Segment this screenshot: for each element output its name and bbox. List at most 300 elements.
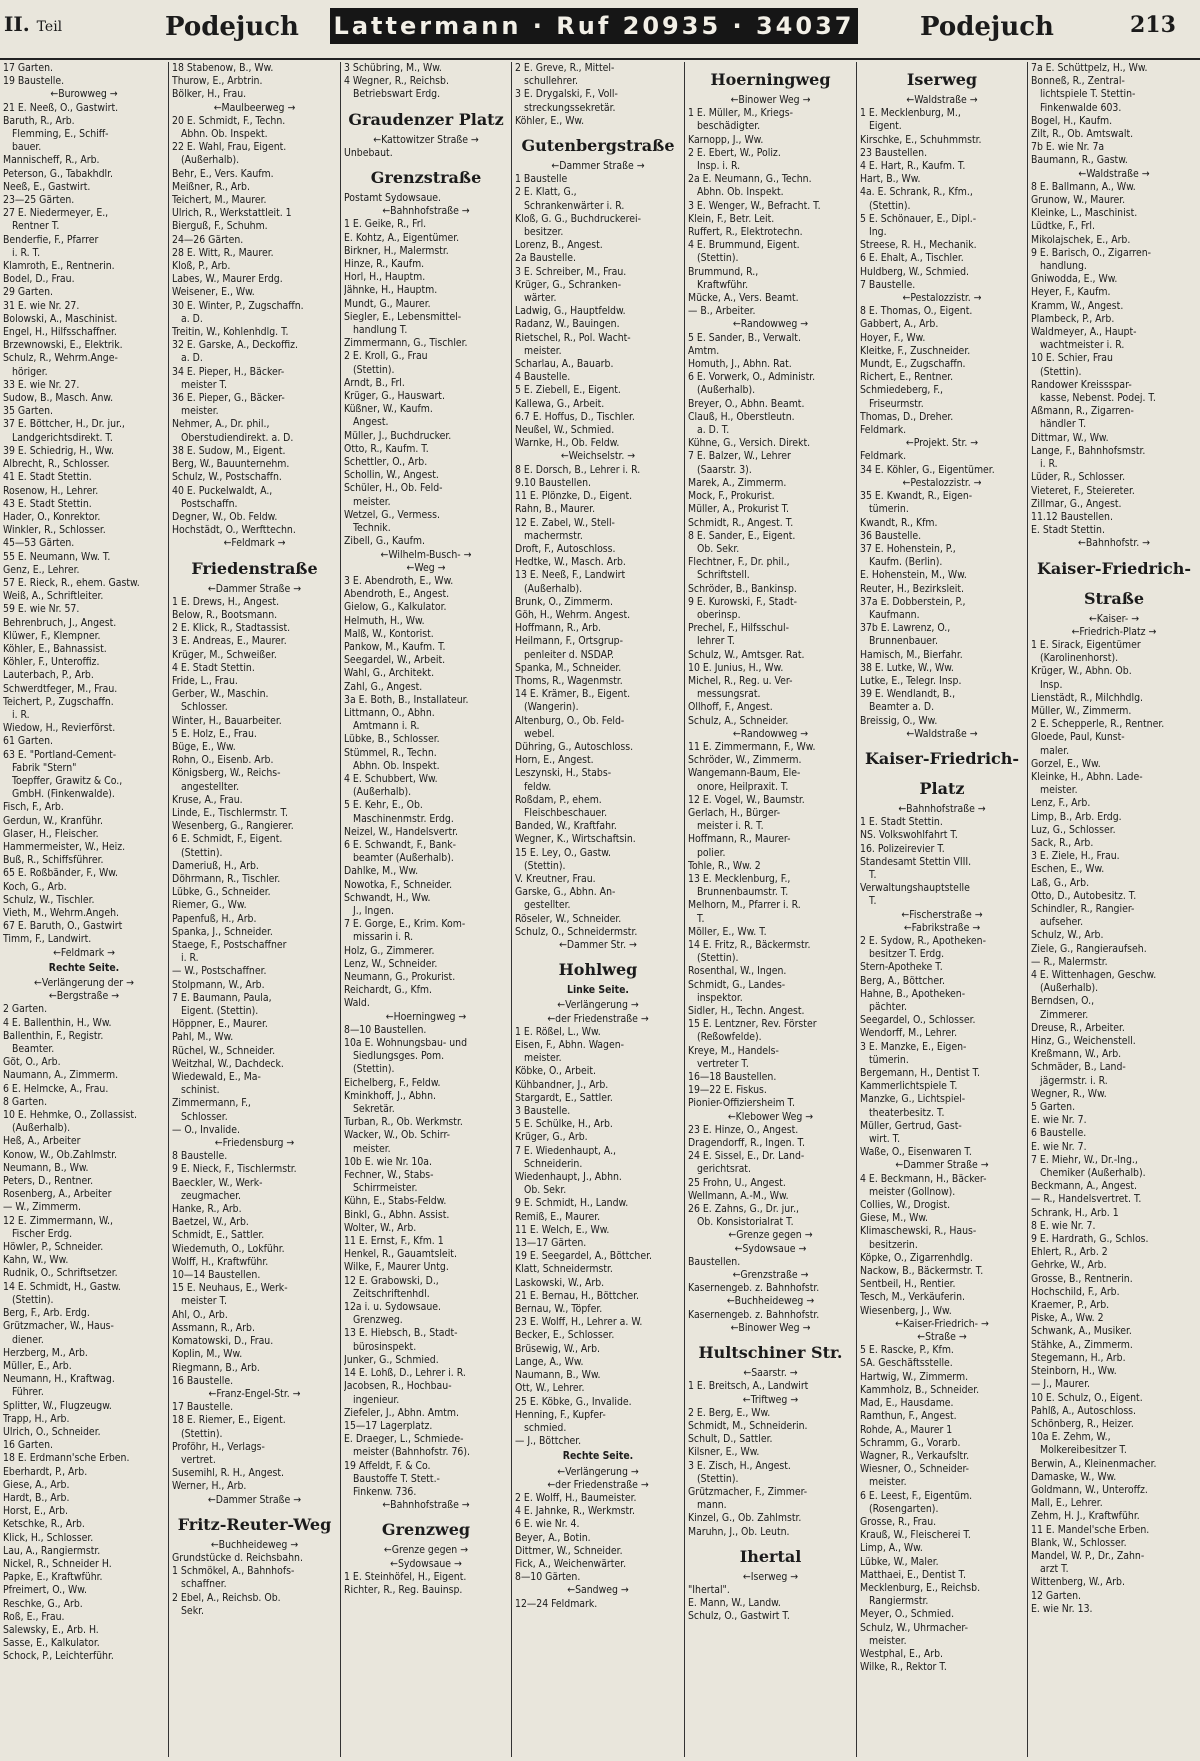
cross-street-marker: ← Friedensburg → xyxy=(172,1137,337,1150)
directory-entry: Turban, R., Ob. Werkmstr. xyxy=(344,1116,463,1129)
entry-continuation: zeugmacher. xyxy=(181,1189,242,1202)
entry-continuation: gestellter. xyxy=(524,899,571,912)
entry-continuation: feldw. xyxy=(524,780,552,793)
entry-continuation: Landgerichtsdirekt. T. xyxy=(12,431,113,444)
entry-continuation: Brunnenbaumstr. T. xyxy=(697,886,789,899)
directory-entry: 5 E. Holz, E., Frau. xyxy=(172,727,257,740)
cross-street-marker: ← Saarstr. → xyxy=(688,1367,853,1380)
directory-entry: 7 E. Miehr, W., Dr.-Ing., xyxy=(1031,1153,1138,1166)
directory-entry: Fick, A., Weichenwärter. xyxy=(515,1557,627,1570)
directory-entry: Schulz, O., Schneidermstr. xyxy=(515,925,638,938)
directory-entry: Amtm. xyxy=(688,344,720,357)
directory-entry: 63 E. "Portland-Cement- xyxy=(3,748,117,761)
directory-entry: 3 E. Manzke, E., Eigen- xyxy=(860,1040,967,1053)
directory-entry: 2a E. Neumann, G., Techn. xyxy=(688,173,812,186)
directory-entry: Kreye, M., Handels- xyxy=(688,1044,779,1057)
directory-entry: Glaser, H., Fleischer. xyxy=(3,827,99,840)
directory-entry: 8 E. Thomas, O., Eigent. xyxy=(860,305,973,318)
cross-street-marker: ← Bergstraße → xyxy=(3,990,165,1003)
directory-entry: Sack, R., Arb. xyxy=(1031,836,1094,849)
directory-entry: Mandel, W. P., Dr., Zahn- xyxy=(1031,1549,1145,1562)
directory-entry: Schramm, G., Vorarb. xyxy=(860,1436,961,1449)
entry-continuation: vertreter T. xyxy=(697,1057,749,1070)
directory-entry: Müller, J., Buchdrucker. xyxy=(344,429,452,442)
entry-continuation: meister. xyxy=(869,1634,907,1647)
directory-entry: Stargardt, E., Sattler. xyxy=(515,1091,613,1104)
directory-entry: 1 E. Rößel, L., Ww. xyxy=(515,1025,601,1038)
directory-entry: Ketschke, R., Arb. xyxy=(3,1518,85,1531)
entry-continuation: onore, Heilpraxit. T. xyxy=(697,780,789,793)
directory-entry: Hinze, R., Kaufm. xyxy=(344,258,425,271)
directory-entry: 1 Baustelle xyxy=(515,173,568,186)
directory-entry: Lübke, W., Maler. xyxy=(860,1555,939,1568)
directory-entry: Stolpmann, W., Arb. xyxy=(172,978,265,991)
entry-continuation: besitzer. xyxy=(524,226,564,239)
directory-entry: Hahne, B., Apotheken- xyxy=(860,987,966,1000)
directory-entry: Roß, E., Frau. xyxy=(3,1610,65,1623)
entry-continuation: Fischer Erdg. xyxy=(12,1227,73,1240)
directory-entry: Kühn, E., Stabs-Feldw. xyxy=(344,1195,447,1208)
directory-entry: Eisen, F., Abhn. Wagen- xyxy=(515,1039,625,1052)
directory-entry: Kraemer, P., Arb. xyxy=(1031,1299,1110,1312)
directory-entry: Dahlke, M., Ww. xyxy=(344,865,419,878)
entry-continuation: meister. xyxy=(181,405,219,418)
directory-entry: Eichelberg, F., Feldw. xyxy=(344,1076,441,1089)
directory-entry: 10 E. Schulz, O., Eigent. xyxy=(1031,1391,1143,1404)
directory-entry: 29 Garten. xyxy=(3,286,53,299)
cross-street-marker: ← Waldstraße → xyxy=(1031,168,1197,181)
directory-entry: 6 E. Helmcke, A., Frau. xyxy=(3,1082,109,1095)
directory-entry: Fisch, F., Arb. xyxy=(3,801,64,814)
cross-street-marker: ← Bahnhofstraße → xyxy=(860,803,1024,816)
entry-continuation: penleiter d. NSDAP. xyxy=(524,648,614,661)
directory-entry: Schulz, W., Uhrmacher- xyxy=(860,1621,968,1634)
entry-continuation: schinist. xyxy=(181,1084,220,1097)
directory-entry: 3 E. Wenger, W., Befracht. T. xyxy=(688,199,821,212)
directory-entry: 32 E. Garske, A., Deckoffiz. xyxy=(172,339,299,352)
entry-continuation: Brunnenbauer. xyxy=(869,635,938,648)
directory-entry: Stähke, A., Zimmerm. xyxy=(1031,1338,1133,1351)
directory-entry: Limp, A., Ww. xyxy=(860,1542,923,1555)
entry-continuation: Schlosser. xyxy=(181,701,228,714)
directory-entry: Schollin, W., Angest. xyxy=(344,469,439,482)
directory-entry: 6 E. wie Nr. 4. xyxy=(515,1518,580,1531)
directory-entry: 34 E. Pieper, H., Bäcker- xyxy=(172,365,285,378)
directory-entry: Hochschild, F., Arb. xyxy=(1031,1285,1120,1298)
directory-entry: Dittmar, W., Ww. xyxy=(1031,431,1109,444)
directory-entry: 8 E. Ballmann, A., Ww. xyxy=(1031,180,1136,193)
directory-entry: Bonneß, R., Zentral- xyxy=(1031,75,1125,88)
cross-street-marker: ← Randowweg → xyxy=(688,728,853,741)
directory-entry: Grunow, W., Maurer. xyxy=(1031,194,1126,207)
directory-entry: Laß, G., Arb. xyxy=(1031,876,1090,889)
directory-entry: 34 E. Köhler, G., Eigentümer. xyxy=(860,463,995,476)
directory-entry: Rosenthal, W., Ingen. xyxy=(688,965,787,978)
directory-entry: Krüger, G., Schranken- xyxy=(515,278,622,291)
entry-continuation: GmbH. (Finkenwalde). xyxy=(12,788,115,801)
directory-entry: 2 E. Klatt, G., xyxy=(515,186,577,199)
directory-entry: 27 E. Niedermeyer, E., xyxy=(3,207,109,220)
directory-entry: Ahl, O., Arb. xyxy=(172,1308,228,1321)
entry-continuation: meister (Gollnow). xyxy=(869,1185,956,1198)
directory-entry: 5 E. Sander, B., Verwalt. xyxy=(688,331,801,344)
entry-continuation: Insp. xyxy=(1040,678,1063,691)
directory-entry: Fride, L., Frau. xyxy=(172,674,238,687)
directory-entry: 8 E. Dorsch, B., Lehrer i. R. xyxy=(515,463,641,476)
directory-entry: Spanka, M., Schneider. xyxy=(515,661,622,674)
directory-entry: Rahn, B., Maurer. xyxy=(515,503,596,516)
directory-entry: Schwandt, H., Ww. xyxy=(344,891,431,904)
directory-entry: Blank, W., Schlosser. xyxy=(1031,1536,1127,1549)
directory-entry: Thoms, R., Wagenmstr. xyxy=(515,674,623,687)
entry-continuation: a. D. xyxy=(181,352,203,365)
directory-entry: 35 E. Kwandt, R., Eigen- xyxy=(860,490,973,503)
directory-entry: Ziele, G., Rangieraufseh. xyxy=(1031,942,1147,955)
directory-entry: Wolff, H., Kraftwführ. xyxy=(172,1255,269,1268)
directory-entry: Müller, A., Prokurist T. xyxy=(688,503,790,516)
directory-entry: V. Kreutner, Frau. xyxy=(515,872,596,885)
directory-entry: 11 E. Mandel'sche Erben. xyxy=(1031,1523,1150,1536)
directory-entry: 12 E. Zabel, W., Stell- xyxy=(515,516,615,529)
directory-entry: Köhler, E., Bahnassist. xyxy=(3,642,107,655)
entry-continuation: Fabrik "Stern" xyxy=(12,761,77,774)
cross-street-marker: ← Weichselstr. → xyxy=(515,450,681,463)
directory-entry: Lenz, F., Arb. xyxy=(1031,797,1091,810)
directory-entry: Klatt, Schneidermstr. xyxy=(515,1263,613,1276)
directory-entry: Schmiedeberg, F., xyxy=(860,384,944,397)
street-heading: Friedenstraße xyxy=(191,558,318,578)
cross-street-marker: ← Bahnhofstr. → xyxy=(1031,537,1197,550)
street-heading: Grenzstraße xyxy=(370,168,482,188)
directory-entry: Döhrmann, R., Tischler. xyxy=(172,872,281,885)
entry-continuation: handlung. xyxy=(1040,260,1087,273)
directory-entry: Kirschke, E., Schuhmmstr. xyxy=(860,133,982,146)
directory-entry: Brzewnowski, E., Elektrik. xyxy=(3,339,123,352)
directory-entry: Schulz, W., Tischler. xyxy=(3,893,95,906)
directory-entry: Birkner, H., Malermstr. xyxy=(344,244,449,257)
directory-entry: E. wie Nr. 7. xyxy=(1031,1114,1087,1127)
directory-entry: Neumann, B., Ww. xyxy=(3,1161,89,1174)
directory-entry: Schröder, B., Bankinsp. xyxy=(688,582,797,595)
directory-entry: 3 E. Andreas, E., Maurer. xyxy=(172,635,287,648)
directory-entry: 13 E. Mecklenburg, F., xyxy=(688,872,791,885)
entry-continuation: Friseurmstr. xyxy=(869,397,924,410)
cross-street-marker: ← Verlängerung → xyxy=(515,1466,681,1479)
street-heading: Hohlweg xyxy=(558,960,638,980)
entry-continuation: beschädigter. xyxy=(697,120,761,133)
directory-entry: Heilmann, F., Ortsgrup- xyxy=(515,635,623,648)
directory-entry: 7 E. Gorge, E., Krim. Kom- xyxy=(344,918,466,931)
entry-continuation: (Karolinenhorst). xyxy=(1040,652,1119,665)
directory-entry: Meißner, R., Arb. xyxy=(172,180,250,193)
directory-entry: Neußel, W., Schmied. xyxy=(515,424,615,437)
directory-entry: 9.10 Baustellen. xyxy=(515,476,591,489)
directory-entry: Schmidt, R., Angest. T. xyxy=(688,516,794,529)
cross-street-marker: ← Feldmark → xyxy=(3,947,165,960)
directory-entry: Klein, F., Betr. Leit. xyxy=(688,212,775,225)
entry-continuation: handlung T. xyxy=(353,324,408,337)
directory-entry: Lauterbach, P., Arb. xyxy=(3,669,94,682)
directory-entry: 4 Baustelle. xyxy=(515,371,571,384)
directory-entry: Gerdun, W., Kranführ. xyxy=(3,814,103,827)
cross-street-marker: ← Fabrikstraße → xyxy=(860,922,1024,935)
directory-entry: Bernau, W., Töpfer. xyxy=(515,1303,603,1316)
directory-entry: 25 Frohn, U., Angest. xyxy=(688,1176,786,1189)
directory-entry: 1 E. Steinhöfel, H., Eigent. xyxy=(344,1570,467,1583)
directory-entry: Reichardt, G., Kfm. xyxy=(344,984,433,997)
cross-street-marker: ← Grenze gegen → xyxy=(688,1229,853,1242)
directory-entry: Otto, D., Autobesitz. T. xyxy=(1031,889,1137,902)
directory-entry: 36 Baustelle. xyxy=(860,529,922,542)
directory-entry: 20 E. Schmidt, F., Techn. xyxy=(172,114,286,127)
directory-entry: Kasernengeb. z. Bahnhofstr. xyxy=(688,1282,820,1295)
directory-entry: Mecklenburg, E., Reichsb. xyxy=(860,1581,981,1594)
directory-entry: Krauß, W., Fleischerei T. xyxy=(860,1529,971,1542)
directory-entry: 8—10 Baustellen. xyxy=(344,1023,427,1036)
cross-street-marker: ← Hoerningweg → xyxy=(344,1011,508,1024)
directory-entry: 3 E. Abendroth, E., Ww. xyxy=(344,574,454,587)
directory-entry: 7 E. Wiedenhaupt, A., xyxy=(515,1144,616,1157)
directory-entry: Kwandt, R., Kfm. xyxy=(860,516,938,529)
directory-entry: NS. Volkswohlfahrt T. xyxy=(860,829,958,842)
cross-street-marker: ← Weg → xyxy=(344,562,508,575)
directory-entry: 23 Baustellen. xyxy=(860,146,928,159)
directory-entry: Müller, Gertrud, Gast- xyxy=(860,1119,962,1132)
directory-entry: Henning, F., Kupfer- xyxy=(515,1408,606,1421)
directory-entry: 18 E. Erdmann'sche Erben. xyxy=(3,1452,130,1465)
directory-entry: 3 E. Drygalski, F., Voll- xyxy=(515,88,618,101)
directory-entry: Klüwer, F., Klempner. xyxy=(3,629,101,642)
entry-continuation: inspektor. xyxy=(697,991,743,1004)
directory-entry: Randower Kreissspar- xyxy=(1031,378,1132,391)
directory-entry: — J., Maurer. xyxy=(1031,1378,1090,1391)
entry-continuation: Zimmerer. xyxy=(1040,1008,1089,1021)
cross-street-marker: ← Triftweg → xyxy=(688,1394,853,1407)
entry-continuation: Siedlungsges. Pom. xyxy=(353,1050,445,1063)
directory-entry: Beckmann, A., Angest. xyxy=(1031,1180,1137,1193)
directory-entry: Köbke, O., Arbeit. xyxy=(515,1065,596,1078)
directory-entry: Wilke, F., Maurer Untg. xyxy=(344,1261,449,1274)
cross-street-marker: ← Kaiser-Friedrich- → xyxy=(860,1318,1024,1331)
directory-entry: 4 E. Wittenhagen, Geschw. xyxy=(1031,969,1157,981)
directory-entry: 2a Baustelle. xyxy=(515,252,576,265)
directory-entry: Berwin, A., Kleinenmacher. xyxy=(1031,1457,1157,1470)
directory-entry: 4 E. Beckmann, H., Bäcker- xyxy=(860,1172,987,1185)
directory-entry: Rosenow, H., Lehrer. xyxy=(3,484,99,497)
directory-entry: Baeckler, W., Werk- xyxy=(172,1176,263,1189)
directory-entry: Siegler, E., Lebensmittel- xyxy=(344,310,462,323)
directory-entry: — R., Malermstr. xyxy=(1031,955,1108,968)
directory-entry: 3 Schübring, M., Ww. xyxy=(344,62,442,74)
side-heading: Linke Seite. xyxy=(567,984,629,997)
entry-continuation: (Außerhalb). xyxy=(353,786,412,799)
entry-continuation: ingenieur. xyxy=(353,1393,400,1406)
directory-entry: Rosenberg, A., Arbeiter xyxy=(3,1188,112,1201)
directory-entry: Reschke, G., Arb. xyxy=(3,1597,83,1610)
directory-entry: Schult, D., Sattler. xyxy=(688,1433,773,1446)
directory-entry: Komatowski, D., Frau. xyxy=(172,1335,274,1348)
directory-entry: Pankow, M., Kaufm. T. xyxy=(344,640,446,653)
directory-entry: Eberhardt, P., Arb. xyxy=(3,1465,88,1478)
directory-entry: Hanke, R., Arb. xyxy=(172,1203,242,1216)
directory-entry: Zilt, R., Ob. Amtswalt. xyxy=(1031,128,1134,141)
directory-entry: 30 E. Winter, P., Zugschaffn. xyxy=(172,299,304,312)
directory-entry: E. wie Nr. 13. xyxy=(1031,1602,1093,1615)
directory-entry: 14 E. Fritz, R., Bäckermstr. xyxy=(688,939,811,951)
directory-entry: Möller, E., Ww. T. xyxy=(688,925,767,938)
directory-entry: Lange, F., Bahnhofsmstr. xyxy=(1031,444,1146,457)
directory-entry: Spanka, J., Schneider. xyxy=(172,925,273,938)
entry-continuation: meister. xyxy=(524,344,562,357)
street-heading: Fritz-Reuter-Weg xyxy=(177,1514,332,1534)
column-5 xyxy=(685,62,856,1757)
entry-continuation: aufseher. xyxy=(1040,916,1084,929)
directory-entry: Remiß, E., Maurer. xyxy=(515,1210,601,1223)
entry-continuation: lehrer T. xyxy=(697,635,735,648)
directory-entry: 25 E. Köbke, G., Invalide. xyxy=(515,1395,632,1408)
street-heading: Gutenbergstraße xyxy=(521,136,675,156)
directory-entry: 2 E. Greve, R., Mittel- xyxy=(515,62,615,74)
entry-continuation: Beamter. xyxy=(12,1043,55,1056)
entry-continuation: schullehrer. xyxy=(524,75,578,88)
street-heading: Hultschiner Str. xyxy=(698,1343,843,1363)
directory-entry: Weiß, A., Schriftleiter. xyxy=(3,590,104,603)
entry-continuation: pächter. xyxy=(869,1001,908,1013)
directory-entry: Schulz, W., Postschaffn. xyxy=(172,471,282,484)
entry-continuation: Amtmann i. R. xyxy=(353,720,420,733)
directory-entry: Lau, A., Rangiermstr. xyxy=(3,1544,101,1557)
directory-entry: Rudnik, O., Schriftsetzer. xyxy=(3,1267,118,1280)
directory-entry: Kühne, G., Versich. Direkt. xyxy=(688,437,811,450)
side-heading: Rechte Seite. xyxy=(48,961,120,974)
directory-entry: Wiedenhaupt, J., Abhn. xyxy=(515,1171,622,1184)
directory-entry: Baustellen. xyxy=(688,1255,741,1268)
entry-continuation: Rentner T. xyxy=(12,220,60,233)
directory-entry: SA. Geschäftsstelle. xyxy=(860,1357,953,1370)
directory-entry: 11 E. Ernst, F., Kfm. 1 xyxy=(344,1235,444,1248)
directory-entry: Schettler, O., Arb. xyxy=(344,456,428,469)
directory-entry: Zahl, G., Angest. xyxy=(344,680,423,693)
directory-entry: Kinzel, G., Ob. Zahlmstr. xyxy=(688,1512,802,1525)
entry-continuation: Postschaffn. xyxy=(181,497,238,510)
entry-continuation: höriger. xyxy=(12,365,48,378)
entry-continuation: Flemming, E., Schiff- xyxy=(12,128,109,141)
cross-street-marker: ← Maulbeerweg → xyxy=(172,102,337,115)
directory-entry: 8 Baustelle. xyxy=(172,1150,228,1163)
directory-entry: 8 E. wie Nr. 7. xyxy=(1031,1219,1096,1232)
directory-entry: Radanz, W., Bauingen. xyxy=(515,318,620,331)
directory-entry: Berg, F., Arb. Erdg. xyxy=(3,1307,90,1320)
entry-continuation: (Stettin). xyxy=(1040,365,1082,378)
cross-street-marker: ← der Friedenstraße → xyxy=(515,1013,681,1026)
directory-entry: E. Mann, W., Landw. xyxy=(688,1597,781,1610)
entry-continuation: Schrankenwärter i. R. xyxy=(524,199,625,212)
directory-entry: 6 E. Schwandt, F., Bank- xyxy=(344,838,457,851)
entry-continuation: Ob. Konsistorialrat T. xyxy=(697,1216,794,1229)
directory-entry: Helmuth, H., Ww. xyxy=(344,614,425,627)
directory-entry: Gielow, G., Kalkulator. xyxy=(344,601,447,614)
entry-continuation: Chemiker (Außerhalb). xyxy=(1040,1167,1146,1180)
directory-entry: 21 E. Neeß, O., Gastwirt. xyxy=(3,101,119,114)
directory-entry: Wegner, K., Wirtschaftsin. xyxy=(515,833,636,846)
entry-continuation: kasse, Nebenst. Podej. T. xyxy=(1040,392,1156,405)
directory-entry: Pionier-Offiziersheim T. xyxy=(688,1097,795,1110)
entry-continuation: Abhn. Ob. Inspekt. xyxy=(353,759,440,772)
entry-continuation: wärter. xyxy=(524,292,557,305)
cross-street-marker: ← Verlängerung → xyxy=(515,999,681,1012)
directory-entry: 12 E. Zimmermann, W., xyxy=(3,1214,113,1227)
directory-entry: Otto, R., Kaufm. T. xyxy=(344,442,429,455)
directory-entry: Below, R., Bootsmann. xyxy=(172,608,278,621)
entry-continuation: T. xyxy=(697,912,705,925)
advertisement-banner: Lattermann · Ruf 20935 · 34037 xyxy=(330,8,858,44)
directory-entry: 8 E. Sander, E., Eigent. xyxy=(688,529,796,542)
directory-entry: 23 E. Hinze, O., Angest. xyxy=(688,1123,799,1136)
entry-continuation: (Rosengarten). xyxy=(869,1502,939,1515)
directory-entry: Matthaei, E., Dentist T. xyxy=(860,1568,966,1581)
directory-entry: Clauß, H., Oberstleutn. xyxy=(688,410,795,423)
directory-entry: Jacobsen, R., Hochbau- xyxy=(344,1380,452,1393)
column-7 xyxy=(1028,62,1200,1757)
directory-entry: Köpke, O., Zigarrenhdlg. xyxy=(860,1251,973,1264)
directory-entry: Schock, P., Leichterführ. xyxy=(3,1650,114,1663)
directory-entry: Krüger, M., Schweißer. xyxy=(172,648,277,661)
directory-entry: Schmäder, B., Land- xyxy=(1031,1061,1126,1074)
directory-entry: Altenburg, O., Ob. Feld- xyxy=(515,714,625,727)
directory-entry: Waße, O., Eisenwaren T. xyxy=(860,1146,972,1159)
entry-continuation: i. R. xyxy=(12,708,30,721)
directory-entry: Kloß, P., Arb. xyxy=(172,260,231,273)
directory-entry: — J., Böttcher. xyxy=(515,1435,582,1448)
directory-entry: Binkl, G., Abhn. Assist. xyxy=(344,1208,450,1221)
directory-entry: Hardt, B., Arb. xyxy=(3,1491,70,1504)
directory-entry: Verwaltungshauptstelle xyxy=(860,882,970,895)
entry-continuation: meister (Bahnhofstr. 76). xyxy=(353,1446,470,1459)
directory-entry: Homuth, J., Abhn. Rat. xyxy=(688,358,792,371)
directory-entry: Wagner, R., Verkaufsltr. xyxy=(860,1449,970,1462)
directory-entry: Linde, E., Tischlermstr. T. xyxy=(172,806,288,819)
directory-entry: 2 Garten. xyxy=(3,1003,48,1016)
directory-entry: Bölker, H., Frau. xyxy=(172,88,247,101)
entry-continuation: Baustoffe T. Stett.- xyxy=(353,1472,440,1485)
entry-continuation: (Stettin). xyxy=(181,1427,223,1440)
directory-entry: Baetzel, W., Arb. xyxy=(172,1216,249,1229)
directory-entry: Werner, H., Arb. xyxy=(172,1480,247,1493)
directory-entry: Collies, W., Drogist. xyxy=(860,1199,951,1212)
directory-entry: Gabbert, A., Arb. xyxy=(860,318,939,331)
directory-entry: Ulrich, R., Werkstattleit. 1 xyxy=(172,207,292,220)
directory-entry: 10—14 Baustellen. xyxy=(172,1269,261,1282)
directory-entry: Gehrke, W., Arb. xyxy=(1031,1259,1107,1272)
directory-entry: Genz, E., Lehrer. xyxy=(3,563,80,576)
cross-street-marker: ← Iserweg → xyxy=(688,1571,853,1584)
directory-columns xyxy=(0,62,1200,1757)
directory-entry: 5 E. Schülke, H., Arb. xyxy=(515,1118,613,1131)
entry-continuation: i. R. T. xyxy=(12,246,41,259)
cross-street-marker: ← Dammer Straße → xyxy=(860,1159,1024,1172)
directory-entry: — O., Invalide. xyxy=(172,1123,240,1136)
directory-entry: Krüger, G., Hauswart. xyxy=(344,390,445,403)
directory-entry: Kallewa, G., Arbeit. xyxy=(515,397,605,410)
cross-street-marker: ← Kaiser- → xyxy=(1031,613,1197,626)
directory-entry: Wilke, R., Rektor T. xyxy=(860,1661,947,1674)
directory-entry: Huldberg, W., Schmied. xyxy=(860,265,970,278)
directory-entry: Kramm, W., Angest. xyxy=(1031,299,1124,312)
directory-entry: Warnke, H., Ob. Feldw. xyxy=(515,437,620,450)
directory-entry: Thomas, D., Dreher. xyxy=(860,410,954,423)
entry-continuation: (Außerhalb). xyxy=(697,384,756,397)
cross-street-marker: ← Sydowsaue → xyxy=(344,1558,508,1571)
